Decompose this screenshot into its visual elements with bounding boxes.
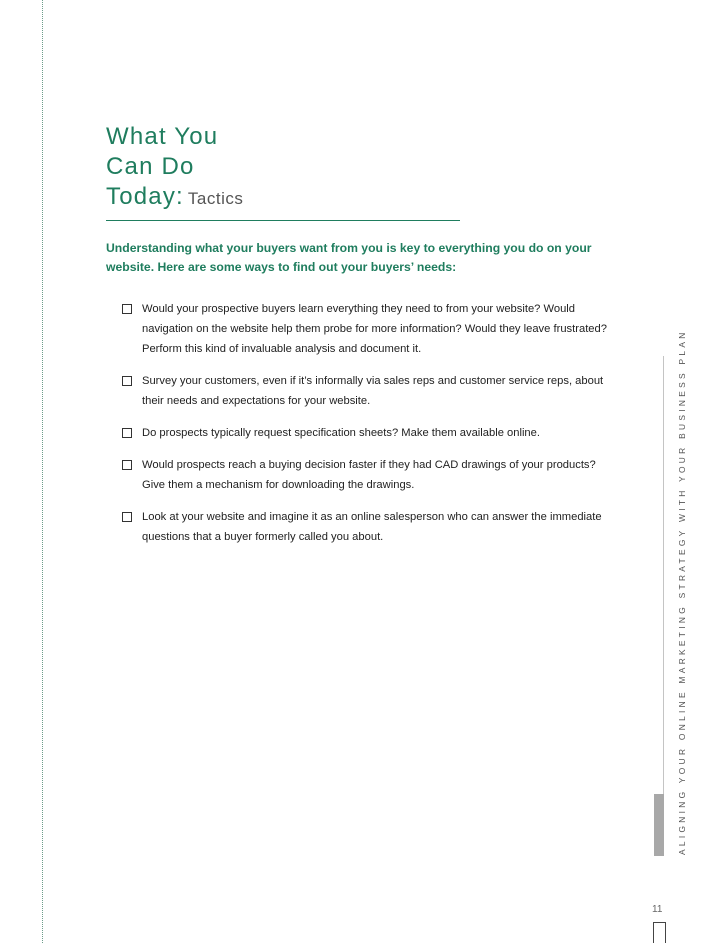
list-item-text: Do prospects typically request specification sheets? Make them available online. xyxy=(142,427,540,439)
heading-line-3 xyxy=(106,182,243,214)
sidebar-divider xyxy=(663,356,664,856)
list-item xyxy=(122,299,612,359)
checkbox-bullet-icon xyxy=(122,376,132,386)
intro-paragraph: Understanding what your buyers want from you is key to everything you do on your website. Here are some ways to find out your buyers’ needs: xyxy=(106,241,592,274)
list-item-text: Would prospects reach a buying decision faster if they had CAD drawings of your products? Give them a mechanism for downloading the drawings. xyxy=(142,459,596,491)
heading-subtitle: Tactics xyxy=(187,189,244,208)
left-dotted-border xyxy=(42,0,43,943)
sidebar-running-title: ALIGNING YOUR ONLINE MARKETING STRATEGY WITH YOUR BUSINESS PLAN xyxy=(677,329,687,855)
list-item-text: Look at your website and imagine it as an online salesperson who can answer the immediate questions that a buyer formerly called you about. xyxy=(142,511,602,543)
page-heading xyxy=(106,122,243,214)
page-corner-box xyxy=(653,922,666,943)
list-item xyxy=(122,423,612,443)
list-item xyxy=(122,507,612,547)
list-item-text: Would your prospective buyers learn everything they need to from your website? Would navigation on the website help them probe for more information? Would they leave frustrated? Perform this kind of invaluable analysis and document it. xyxy=(142,303,607,355)
heading-line-3-text: Today: xyxy=(106,183,184,210)
tactics-list xyxy=(122,299,612,559)
checkbox-bullet-icon xyxy=(122,304,132,314)
checkbox-bullet-icon xyxy=(122,512,132,522)
heading-line-1: What You xyxy=(106,123,219,150)
list-item xyxy=(122,455,612,495)
list-item-text: Survey your customers, even if it’s informally via sales reps and customer service reps, about their needs and expectations for your website. xyxy=(142,375,604,407)
heading-rule xyxy=(106,220,460,221)
checkbox-bullet-icon xyxy=(122,460,132,470)
heading-line-2: Can Do xyxy=(106,153,195,180)
page-number: 11 xyxy=(652,904,663,915)
sidebar-grey-bar xyxy=(654,794,664,856)
checkbox-bullet-icon xyxy=(122,428,132,438)
list-item xyxy=(122,371,612,411)
